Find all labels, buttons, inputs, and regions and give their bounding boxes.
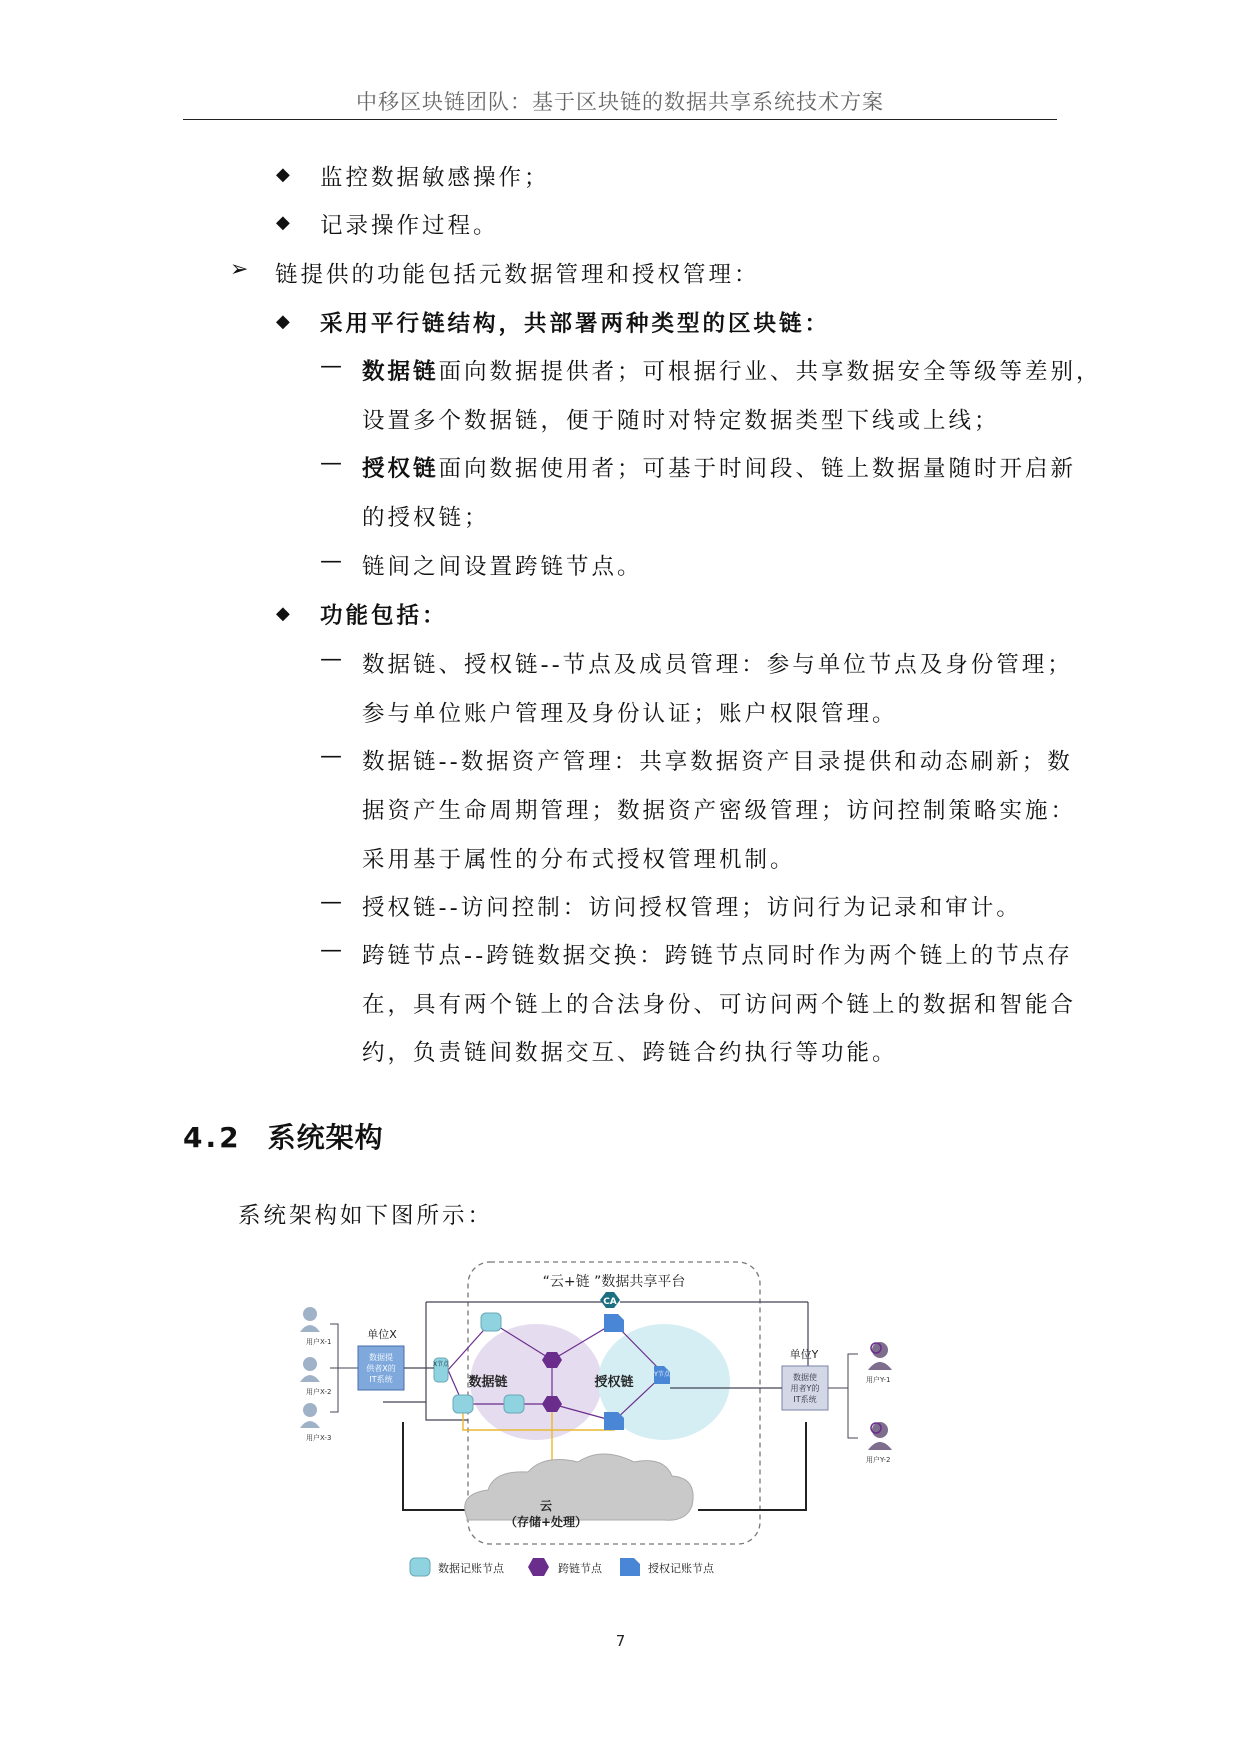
dash-bullet: — bbox=[320, 354, 342, 379]
chain-intro: 链提供的功能包括元数据管理和授权管理： bbox=[275, 262, 760, 288]
data-node-icon bbox=[481, 1313, 501, 1331]
diagram-intro: 系统架构如下图所示： bbox=[238, 1203, 494, 1229]
page-header: 中移区块链团队：基于区块链的数据共享系统技术方案 bbox=[356, 90, 884, 114]
auth-chain-line1 bbox=[362, 451, 1076, 483]
cloud-link bbox=[698, 1422, 806, 1510]
data-node-icon bbox=[453, 1395, 473, 1413]
auth-chain-label: 授权链 bbox=[594, 1375, 634, 1390]
data-chain-text: 面向数据提供者；可根据行业、共享数据安全等级等差别， bbox=[438, 359, 1102, 385]
diamond-bullet-icon: ◆ bbox=[276, 212, 290, 233]
section-heading bbox=[183, 1116, 384, 1156]
diamond-bullet-icon: ◆ bbox=[276, 311, 290, 332]
cloud-shape bbox=[465, 1454, 693, 1520]
dash-bullet: — bbox=[320, 890, 342, 915]
diamond-bullet-icon: ◆ bbox=[276, 164, 290, 185]
legend-data-node-icon bbox=[410, 1558, 430, 1576]
cloud-label: 云 bbox=[539, 1499, 553, 1513]
system-x-line: 数据提 bbox=[369, 1353, 393, 1362]
legend-cross-node: 跨链节点 bbox=[558, 1562, 602, 1575]
x-node-label: X节点 bbox=[432, 1361, 450, 1368]
legend-auth-node: 授权记账节点 bbox=[648, 1562, 714, 1575]
auth-chain-text: 面向数据使用者；可基于时间段、链上数据量随时开启新 bbox=[438, 456, 1077, 482]
bullet-record: 记录操作过程。 bbox=[320, 213, 499, 239]
system-y-line: 用者Y的 bbox=[790, 1384, 820, 1393]
page-number: 7 bbox=[615, 1632, 626, 1650]
auth-chain-line2: 的授权链； bbox=[362, 505, 490, 531]
unit-x-label: 单位X bbox=[367, 1328, 397, 1341]
dash-bullet: — bbox=[320, 451, 342, 476]
legend-auth-node-icon bbox=[620, 1558, 640, 1576]
function-item-2-line3: 采用基于属性的分布式授权管理机制。 bbox=[362, 847, 796, 873]
cloud-sublabel: （存储+处理） bbox=[504, 1515, 588, 1529]
platform-title: “云+链 ”数据共享平台 bbox=[542, 1274, 686, 1290]
function-item-4-line2: 在，具有两个链上的合法身份、可访问两个链上的数据和智能合 bbox=[362, 992, 1077, 1018]
user-x-label: 用户X-2 bbox=[306, 1388, 332, 1396]
unit-y-label: 单位Y bbox=[789, 1348, 819, 1361]
function-item-4-line3: 约，负责链间数据交互、跨链合约执行等功能。 bbox=[362, 1040, 898, 1066]
dash-bullet: — bbox=[320, 647, 342, 672]
auth-chain-term: 授权链 bbox=[362, 456, 439, 482]
system-y-line: IT系统 bbox=[793, 1395, 817, 1404]
arrow-bullet-icon: ➢ bbox=[230, 257, 249, 282]
data-node-icon bbox=[504, 1395, 524, 1413]
function-item-2-line1: 数据链--数据资产管理：共享数据资产目录提供和动态刷新；数 bbox=[362, 749, 1073, 775]
dash-bullet: — bbox=[320, 938, 342, 963]
architecture-diagram bbox=[306, 1262, 928, 1582]
ca-label: CA bbox=[603, 1297, 617, 1307]
system-y-line: 数据使 bbox=[793, 1373, 817, 1382]
data-chain-line1 bbox=[362, 354, 1102, 386]
function-item-1-line2: 参与单位账户管理及身份认证；账户权限管理。 bbox=[362, 701, 898, 727]
user-y-label: 用户Y-1 bbox=[866, 1376, 891, 1384]
data-chain-line2: 设置多个数据链，便于随时对特定数据类型下线或上线； bbox=[362, 408, 1000, 434]
auth-node-icon bbox=[604, 1314, 624, 1332]
diamond-bullet-icon: ◆ bbox=[276, 603, 290, 624]
system-x-line: 供者X的 bbox=[366, 1364, 396, 1373]
user-y-label: 用户Y-2 bbox=[866, 1456, 891, 1464]
cross-node-line: 链间之间设置跨链节点。 bbox=[362, 554, 643, 580]
user-x-icons bbox=[300, 1307, 320, 1428]
bullet-monitor: 监控数据敏感操作； bbox=[320, 165, 550, 191]
user-y-icons bbox=[868, 1342, 892, 1450]
function-item-2-line2: 据资产生命周期管理；数据资产密级管理；访问控制策略实施： bbox=[362, 798, 1077, 824]
system-x-line: IT系统 bbox=[369, 1375, 393, 1384]
data-chain-term: 数据链 bbox=[362, 359, 439, 385]
functions-heading: 功能包括： bbox=[320, 603, 448, 629]
link-line bbox=[848, 1354, 858, 1438]
dash-bullet: — bbox=[320, 549, 342, 574]
function-item-4-line1: 跨链节点--跨链数据交换：跨链节点同时作为两个链上的节点存 bbox=[362, 943, 1073, 969]
legend-cross-node-icon bbox=[528, 1558, 549, 1576]
function-item-3-line1: 授权链--访问控制：访问授权管理；访问行为记录和审计。 bbox=[362, 895, 1022, 921]
header-rule bbox=[183, 119, 1057, 120]
y-node-label: Y节点 bbox=[654, 1371, 670, 1378]
function-item-1-line1: 数据链、授权链--节点及成员管理：参与单位节点及身份管理； bbox=[362, 652, 1073, 678]
data-chain-label: 数据链 bbox=[468, 1375, 508, 1390]
legend-data-node: 数据记账节点 bbox=[438, 1562, 504, 1575]
parallel-heading: 采用平行链结构，共部署两种类型的区块链： bbox=[320, 311, 831, 337]
user-x-label: 用户X-3 bbox=[306, 1434, 332, 1442]
dash-bullet: — bbox=[320, 744, 342, 769]
section-title: 系统架构 bbox=[267, 1121, 384, 1154]
section-number: 4.2 bbox=[183, 1121, 242, 1154]
user-x-label: 用户X-1 bbox=[306, 1338, 332, 1346]
